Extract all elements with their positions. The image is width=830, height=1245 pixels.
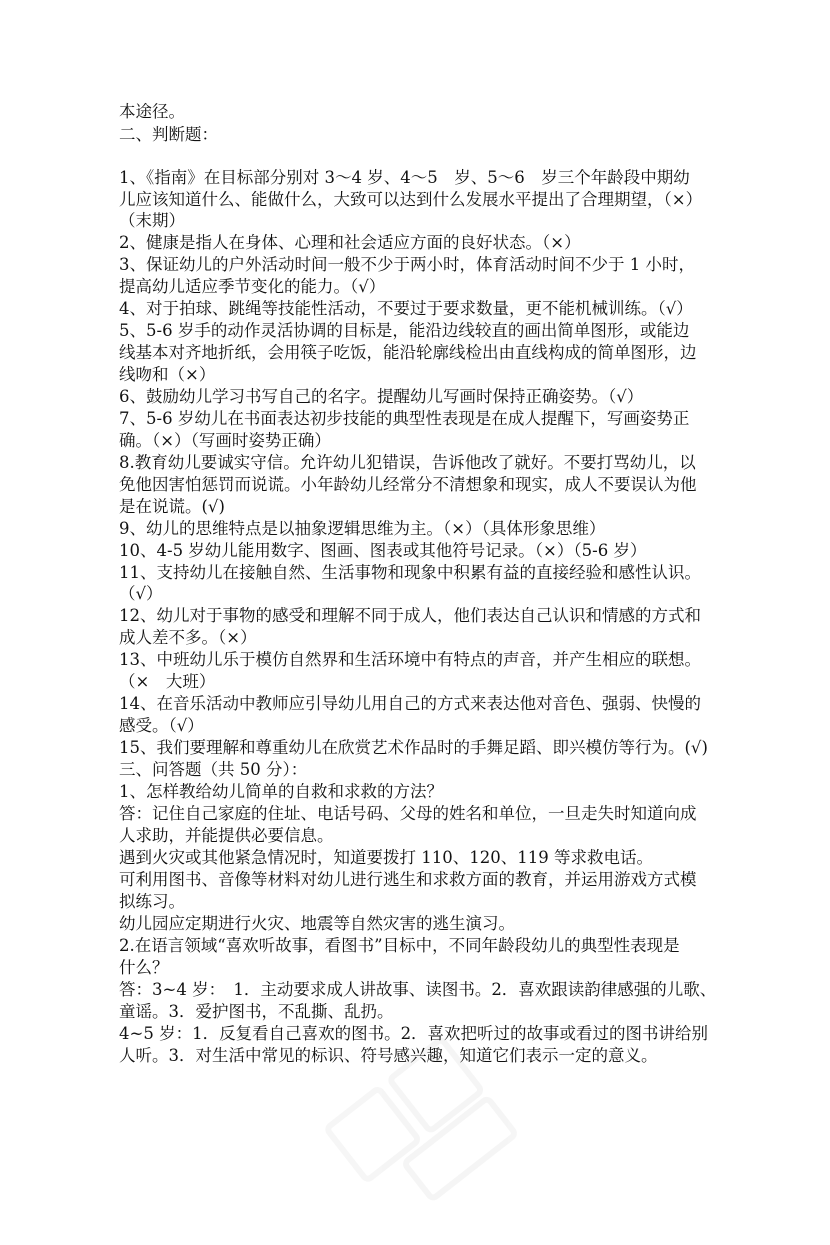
answer-line: 4~5 岁：1．反复看自己喜欢的图书。2．喜欢把听过的故事或看过的图书讲给别 <box>119 1024 709 1043</box>
question-line: 1、怎样教给幼儿简单的自救和求救的方法？ <box>119 782 443 801</box>
answer-line: 答：记住自己家庭的住址、电话号码、父母的姓名和单位，一旦走失时知道向成 <box>119 804 697 823</box>
question-line: 8.教育幼儿要诚实守信。允许幼儿犯错误，告诉他改了就好。不要打骂幼儿，以 <box>119 453 696 472</box>
text-line: 提高幼儿适应季节变化的能力。（√） <box>119 277 386 296</box>
question-line: 4、对于拍球、跳绳等技能性活动，不要过于要求数量，更不能机械训练。（√） <box>119 299 693 318</box>
text-line: 确。（×）（写画时姿势正确） <box>119 431 331 450</box>
text-line: （√） <box>119 584 163 603</box>
question-line: 7、5-6 岁幼儿在书面表达初步技能的典型性表现是在成人提醒下，写画姿势正 <box>119 409 690 428</box>
text-line: （× 大班） <box>119 672 216 691</box>
question-line: 11、支持幼儿在接触自然、生活事物和现象中积累有益的直接经验和感性认识。 <box>119 563 701 582</box>
text-line: 是在说谎。(√) <box>119 497 225 516</box>
text-line: 人听。3．对生活中常见的标识、符号感兴趣，知道它们表示一定的意义。 <box>119 1046 658 1065</box>
question-line: 2.在语言领域“喜欢听故事，看图书”目标中，不同年龄段幼儿的典型性表现是 <box>119 936 680 955</box>
section-heading-judgment: 二、判断题： <box>119 125 218 144</box>
text-line: 免他因害怕惩罚而说谎。小年龄幼儿经常分不清想象和现实，成人不要误认为他 <box>119 475 697 494</box>
text-line: 拟练习。 <box>119 892 185 911</box>
question-line: 5、5-6 岁手的动作灵活协调的目标是，能沿边线较直的画出简单图形，或能边 <box>119 321 690 340</box>
question-line: 2、健康是指人在身体、心理和社会适应方面的良好状态。（×） <box>119 233 581 252</box>
text-line: 感受。（√） <box>119 716 204 735</box>
text-line: （末期） <box>119 211 185 230</box>
text-line: 儿应该知道什么、能做什么，大致可以达到什么发展水平提出了合理期望，（×） <box>119 190 703 209</box>
text-line: 遇到火灾或其他紧急情况时，知道要拨打 110、120、119 等求救电话。 <box>119 848 653 867</box>
question-line: 3、保证幼儿的户外活动时间一般不少于两小时，体育活动时间不少于 1 小时， <box>119 255 695 274</box>
question-line: 6、鼓励幼儿学习书写自己的名字。提醒幼儿写画时保持正确姿势。（√） <box>119 387 644 406</box>
text-line: 本途径。 <box>119 102 185 121</box>
question-line: 9、幼儿的思维特点是以抽象逻辑思维为主。（×）（具体形象思维） <box>119 519 606 538</box>
question-line: 1、《指南》在目标部分别对 3～4 岁、4～5 岁、5～6 岁三个年龄段中期幼 <box>119 168 690 187</box>
text-line: 幼儿园应定期进行火灾、地震等自然灾害的逃生演习。 <box>119 914 515 933</box>
text-line: 童谣。3．爱护图书，不乱撕、乱扔。 <box>119 1002 394 1021</box>
question-line: 14、在音乐活动中教师应引导幼儿用自己的方式来表达他对音色、强弱、快慢的 <box>119 694 701 713</box>
text-line: 成人差不多。（×） <box>119 628 257 647</box>
question-line: 12、幼儿对于事物的感受和理解不同于成人，他们表达自己认识和情感的方式和 <box>119 606 701 625</box>
section-heading-qa: 三、问答题（共 50 分）： <box>119 760 308 779</box>
text-line: 线吻和（×） <box>119 365 216 384</box>
text-line: 人求助，并能提供必要信息。 <box>119 826 334 845</box>
text-line: 什么？ <box>119 958 169 977</box>
text-line: 线基本对齐地折纸，会用筷子吃饭，能沿轮廓线检出由直线构成的简单图形，边 <box>119 343 697 362</box>
answer-line: 答：3~4 岁： 1．主动要求成人讲故事、读图书。2．喜欢跟读韵律感强的儿歌、 <box>119 980 717 999</box>
question-line: 13、中班幼儿乐于模仿自然界和生活环境中有特点的声音，并产生相应的联想。 <box>119 650 701 669</box>
question-line: 15、我们要理解和尊重幼儿在欣赏艺术作品时的手舞足蹈、即兴模仿等行为。(√) <box>119 738 708 757</box>
text-line: 可利用图书、音像等材料对幼儿进行逃生和求救方面的教育，并运用游戏方式模 <box>119 870 697 889</box>
question-line: 10、4-5 岁幼儿能用数字、图画、图表或其他符号记录。（×）（5-6 岁） <box>119 541 647 560</box>
